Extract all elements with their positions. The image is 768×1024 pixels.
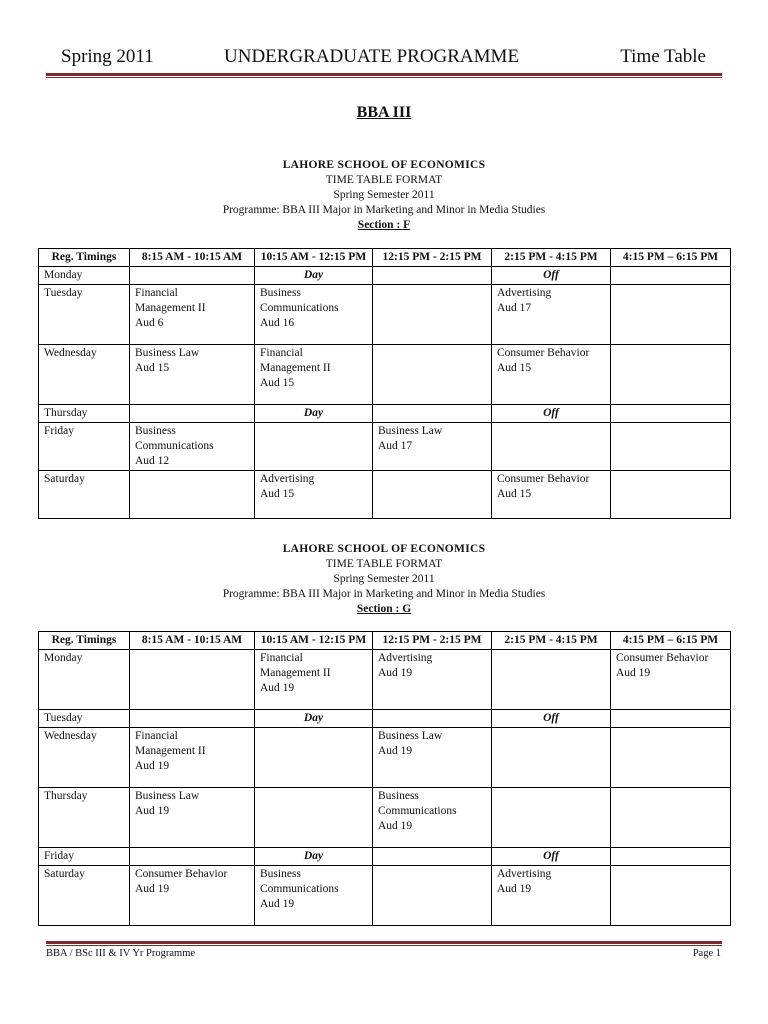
- day-off-marker: [492, 267, 611, 285]
- cell-text: Aud 17: [378, 440, 413, 452]
- cell-text: Aud 19: [260, 682, 295, 694]
- cell-text: Monday: [44, 269, 83, 281]
- day-off-marker: [255, 405, 373, 423]
- format-label: TIME TABLE FORMAT: [325, 174, 443, 186]
- class-cell: [130, 728, 255, 788]
- cell-text: Advertising: [260, 473, 315, 485]
- day-cell: [39, 285, 130, 345]
- cell-text: Communications: [135, 440, 214, 452]
- column-header: 4:15 PM – 6:15 PM: [611, 632, 731, 650]
- column-header: 12:15 PM - 2:15 PM: [373, 249, 492, 267]
- page-number: Page 1: [692, 948, 721, 959]
- day-off-marker: [492, 405, 611, 423]
- class-cell: [611, 710, 731, 728]
- column-header: Reg. Timings: [39, 632, 130, 650]
- section-label: Section : G: [356, 603, 412, 615]
- column-header: 12:15 PM - 2:15 PM: [373, 632, 492, 650]
- cell-text: Communications: [260, 302, 339, 314]
- class-cell: [130, 650, 255, 710]
- day-cell: [39, 405, 130, 423]
- day-cell: [39, 650, 130, 710]
- cell-text: Aud 17: [497, 302, 532, 314]
- day-off-marker: [492, 848, 611, 866]
- cell-text: Business Law: [135, 790, 200, 802]
- cell-text: Consumer Behavior: [497, 473, 590, 485]
- cell-text: Consumer Behavior: [135, 868, 228, 880]
- cell-text: Aud 19: [260, 898, 295, 910]
- cell-text: Business: [260, 287, 301, 299]
- cell-text: Advertising: [378, 652, 433, 664]
- class-cell: [373, 345, 492, 405]
- class-cell: [255, 345, 373, 405]
- cell-text: Management II: [135, 745, 206, 757]
- cell-text: Business Law: [378, 425, 443, 437]
- cell-text: Tuesday: [44, 287, 83, 299]
- timetable-row: [39, 788, 731, 848]
- school-name: LAHORE SCHOOL OF ECONOMICS: [282, 543, 486, 555]
- cell-text: Financial: [135, 730, 178, 742]
- class-cell: [611, 788, 731, 848]
- programme-label: Programme: BBA III Major in Marketing and Minor in Media Studies: [222, 204, 546, 216]
- format-label: TIME TABLE FORMAT: [325, 558, 443, 570]
- cell-text: Communications: [378, 805, 457, 817]
- footer-programme: BBA / BSc III & IV Yr Programme: [46, 948, 196, 959]
- class-cell: [130, 285, 255, 345]
- header-term: Spring 2011: [61, 46, 154, 67]
- class-cell: [611, 848, 731, 866]
- day-cell: [39, 710, 130, 728]
- timetable-row: [39, 267, 731, 285]
- cell-text: Aud 19: [135, 805, 170, 817]
- semester-label: Spring Semester 2011: [333, 573, 435, 585]
- cell-text: Aud 15: [497, 488, 532, 500]
- column-header: 10:15 AM - 12:15 PM: [255, 632, 373, 650]
- class-cell: [130, 788, 255, 848]
- timetable-row: [39, 471, 731, 519]
- class-cell: [492, 866, 611, 926]
- day-cell: [39, 345, 130, 405]
- timetable-header-row: [39, 249, 731, 267]
- cell-text: Aud 12: [135, 455, 170, 467]
- cell-text: Business: [378, 790, 419, 802]
- day-cell: [39, 267, 130, 285]
- cell-text: Friday: [44, 850, 75, 862]
- header-doc-type: Time Table: [620, 46, 706, 67]
- class-cell: [492, 285, 611, 345]
- class-cell: [373, 267, 492, 285]
- page-title: BBA III: [356, 104, 412, 121]
- class-cell: [373, 710, 492, 728]
- class-cell: [611, 423, 731, 471]
- cell-text: Business: [260, 868, 301, 880]
- section-g-heading: [0, 542, 768, 617]
- class-cell: [611, 285, 731, 345]
- cell-text: Off: [543, 850, 559, 862]
- class-cell: [492, 471, 611, 519]
- day-cell: [39, 728, 130, 788]
- class-cell: [373, 788, 492, 848]
- timetable-row: [39, 405, 731, 423]
- class-cell: [492, 423, 611, 471]
- cell-text: Aud 15: [260, 488, 295, 500]
- timetable-row: [39, 345, 731, 405]
- day-off-marker: [492, 710, 611, 728]
- class-cell: [130, 471, 255, 519]
- cell-text: Consumer Behavior: [497, 347, 590, 359]
- semester-label: Spring Semester 2011: [333, 189, 435, 201]
- cell-text: Thursday: [44, 407, 88, 419]
- cell-text: Thursday: [44, 790, 88, 802]
- class-cell: [373, 405, 492, 423]
- timetable-row: [39, 710, 731, 728]
- timetable-row: [39, 848, 731, 866]
- day-cell: [39, 423, 130, 471]
- cell-text: Monday: [44, 652, 83, 664]
- class-cell: [255, 728, 373, 788]
- cell-text: Aud 19: [497, 883, 532, 895]
- cell-text: Tuesday: [44, 712, 83, 724]
- cell-text: Aud 15: [497, 362, 532, 374]
- cell-text: Day: [303, 407, 324, 419]
- footer-rule: [46, 941, 722, 944]
- day-cell: [39, 471, 130, 519]
- cell-text: Wednesday: [44, 347, 97, 359]
- cell-text: Saturday: [44, 473, 85, 485]
- timetable-section-g: [38, 631, 731, 926]
- cell-text: Aud 19: [135, 760, 170, 772]
- class-cell: [373, 866, 492, 926]
- cell-text: Friday: [44, 425, 75, 437]
- cell-text: Financial: [260, 652, 303, 664]
- cell-text: Day: [303, 269, 324, 281]
- cell-text: Off: [543, 269, 559, 281]
- section-label: Section : F: [357, 219, 411, 231]
- school-name: LAHORE SCHOOL OF ECONOMICS: [282, 159, 486, 171]
- day-cell: [39, 788, 130, 848]
- class-cell: [255, 866, 373, 926]
- class-cell: [255, 285, 373, 345]
- day-off-marker: [255, 848, 373, 866]
- cell-text: Business Law: [378, 730, 443, 742]
- class-cell: [373, 285, 492, 345]
- day-off-marker: [255, 267, 373, 285]
- cell-text: Off: [543, 712, 559, 724]
- class-cell: [373, 471, 492, 519]
- class-cell: [130, 866, 255, 926]
- column-header: 10:15 AM - 12:15 PM: [255, 249, 373, 267]
- cell-text: Saturday: [44, 868, 85, 880]
- class-cell: [130, 423, 255, 471]
- timetable-section-f: [38, 248, 731, 519]
- class-cell: [255, 650, 373, 710]
- class-cell: [373, 848, 492, 866]
- cell-text: Aud 19: [616, 667, 651, 679]
- cell-text: Management II: [260, 362, 331, 374]
- class-cell: [611, 471, 731, 519]
- class-cell: [611, 405, 731, 423]
- class-cell: [611, 267, 731, 285]
- cell-text: Communications: [260, 883, 339, 895]
- cell-text: Aud 15: [260, 377, 295, 389]
- class-cell: [373, 423, 492, 471]
- page-header: [46, 46, 722, 74]
- column-header: 8:15 AM - 10:15 AM: [130, 632, 255, 650]
- cell-text: Advertising: [497, 287, 552, 299]
- class-cell: [611, 345, 731, 405]
- column-header: Reg. Timings: [39, 249, 130, 267]
- footer-rule-thin: [46, 945, 722, 946]
- cell-text: Day: [303, 850, 324, 862]
- cell-text: Aud 19: [378, 820, 413, 832]
- header-rule: [46, 73, 722, 76]
- header-rule-thin: [46, 77, 722, 78]
- cell-text: Management II: [135, 302, 206, 314]
- class-cell: [130, 848, 255, 866]
- class-cell: [130, 267, 255, 285]
- column-header: 4:15 PM – 6:15 PM: [611, 249, 731, 267]
- cell-text: Wednesday: [44, 730, 97, 742]
- cell-text: Business Law: [135, 347, 200, 359]
- programme-label: Programme: BBA III Major in Marketing and Minor in Media Studies: [222, 588, 546, 600]
- class-cell: [611, 728, 731, 788]
- header-programme: UNDERGRADUATE PROGRAMME: [224, 46, 520, 67]
- column-header: 2:15 PM - 4:15 PM: [492, 632, 611, 650]
- cell-text: Financial: [135, 287, 178, 299]
- class-cell: [373, 728, 492, 788]
- class-cell: [130, 345, 255, 405]
- class-cell: [130, 405, 255, 423]
- timetable-row: [39, 650, 731, 710]
- cell-text: Aud 16: [260, 317, 295, 329]
- timetable-header-row: [39, 632, 731, 650]
- cell-text: Management II: [260, 667, 331, 679]
- timetable-row: [39, 728, 731, 788]
- cell-text: Advertising: [497, 868, 552, 880]
- cell-text: Aud 19: [378, 745, 413, 757]
- cell-text: Financial: [260, 347, 303, 359]
- class-cell: [611, 866, 731, 926]
- class-cell: [492, 788, 611, 848]
- class-cell: [492, 345, 611, 405]
- timetable-row: [39, 423, 731, 471]
- section-f-heading: [0, 158, 768, 233]
- column-header: 8:15 AM - 10:15 AM: [130, 249, 255, 267]
- class-cell: [255, 471, 373, 519]
- cell-text: Aud 19: [135, 883, 170, 895]
- cell-text: Consumer Behavior: [616, 652, 709, 664]
- class-cell: [130, 710, 255, 728]
- cell-text: Off: [543, 407, 559, 419]
- class-cell: [255, 788, 373, 848]
- cell-text: Day: [303, 712, 324, 724]
- day-off-marker: [255, 710, 373, 728]
- cell-text: Aud 15: [135, 362, 170, 374]
- timetable-row: [39, 285, 731, 345]
- class-cell: [492, 650, 611, 710]
- cell-text: Aud 19: [378, 667, 413, 679]
- class-cell: [492, 728, 611, 788]
- cell-text: Aud 6: [135, 317, 164, 329]
- day-cell: [39, 866, 130, 926]
- class-cell: [373, 650, 492, 710]
- class-cell: [611, 650, 731, 710]
- timetable-row: [39, 866, 731, 926]
- column-header: 2:15 PM - 4:15 PM: [492, 249, 611, 267]
- day-cell: [39, 848, 130, 866]
- class-cell: [255, 423, 373, 471]
- cell-text: Business: [135, 425, 176, 437]
